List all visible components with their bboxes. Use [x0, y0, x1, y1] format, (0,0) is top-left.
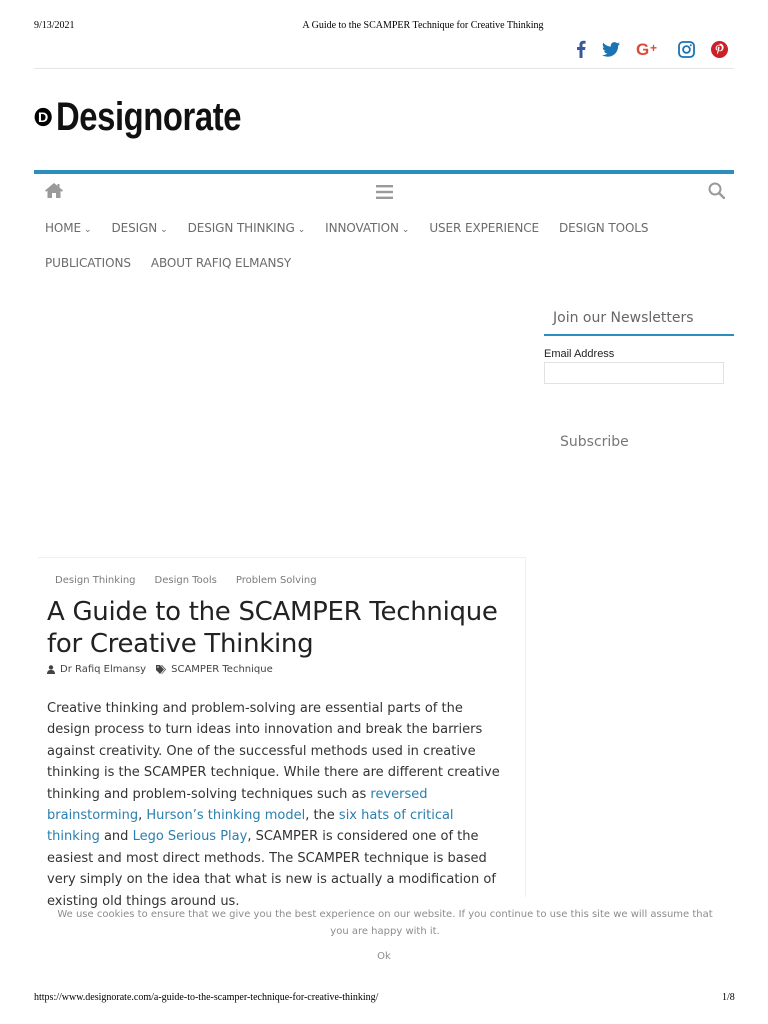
tag-meta-label: SCAMPER Technique [171, 664, 273, 675]
nav-accent-bar [34, 170, 734, 174]
nav-item-innovation[interactable]: INNOVATION ⌄ [325, 221, 410, 235]
nav-item-publications[interactable]: PUBLICATIONS [45, 256, 131, 270]
chevron-down-icon: ⌄ [84, 225, 92, 235]
tags-icon [156, 665, 166, 674]
link-six-hats[interactable]: six hats of critical thinking [47, 808, 454, 845]
header-divider [34, 68, 734, 69]
tag-meta[interactable] [156, 664, 273, 675]
nav-item-about[interactable]: ABOUT RAFIQ ELMANSY [150, 256, 292, 270]
nav-item-home[interactable]: HOME ⌄ [45, 221, 92, 235]
nav-item-design-thinking[interactable]: DESIGN THINKING ⌄ [187, 221, 306, 235]
cookie-ok-button [0, 951, 768, 962]
article-meta [47, 664, 273, 675]
tag-problem-solving[interactable]: Problem Solving [235, 575, 317, 586]
chevron-down-icon: ⌄ [297, 225, 306, 235]
newsletter-title: Join our Newsletters [553, 310, 694, 326]
cookie-notice-text: We use cookies to ensure that we give you the best experience on our website. If you continue to use this site we will assume that you are happy with it. [57, 909, 713, 937]
tag-design-thinking[interactable]: Design Thinking [55, 575, 136, 586]
nav-icon-bar [34, 178, 734, 206]
nav-item-user-experience[interactable]: USER EXPERIENCE [429, 221, 540, 235]
cookie-ok-label[interactable]: Ok [377, 951, 391, 962]
subscribe-button[interactable]: Subscribe [560, 434, 629, 450]
chevron-down-icon: ⌄ [401, 225, 410, 235]
article-card-border-right [525, 557, 526, 897]
main-nav [34, 214, 734, 277]
google-plus-icon[interactable] [636, 41, 662, 57]
category-tags [55, 575, 317, 586]
email-label: Email Address [544, 348, 615, 360]
instagram-icon[interactable] [678, 41, 695, 58]
author-name: Dr Rafiq Elmansy [60, 664, 147, 675]
social-links [576, 40, 728, 58]
link-hursons-thinking-model[interactable]: Hurson’s thinking model [146, 808, 306, 824]
article-card-border [38, 557, 526, 558]
pinterest-icon[interactable] [711, 41, 728, 58]
print-page-number: 1/8 [722, 992, 735, 1003]
svg-text:G: G [636, 41, 650, 57]
svg-text:+: + [650, 41, 658, 55]
print-date: 9/13/2021 [34, 20, 75, 31]
logo-wordmark: Designorate [56, 94, 242, 139]
facebook-icon[interactable] [576, 40, 586, 58]
nav-item-design-tools[interactable]: DESIGN TOOLS [559, 221, 649, 235]
search-icon[interactable] [708, 182, 725, 203]
email-input[interactable] [544, 362, 724, 384]
twitter-icon[interactable] [602, 42, 620, 57]
chevron-down-icon: ⌄ [160, 225, 168, 235]
nav-item-design[interactable]: DESIGN ⌄ [111, 221, 168, 235]
author-meta[interactable] [47, 664, 146, 675]
newsletter-underline [544, 334, 734, 336]
menu-icon[interactable] [376, 184, 393, 203]
article-paragraph: Creative thinking and problem-solving are essential parts of the design process to turn ideas into innovation and break the barriers against creativity. One of the successful methods used in creative thinking is the SCAMPER technique. While there are different creative thinking and problem-solving techniques such as reversed brainstorming, Hurson’s thinking model, the six hats of critical thinking and Lego Serious Play, SCAMPER is considered one of the easiest and most direct methods. The SCAMPER technique is based very simply on the idea that what is new is actually a modification of existing old things around us. [47, 701, 500, 909]
link-reversed-brainstorming[interactable]: reversed brainstorming [47, 786, 428, 824]
logo-letter: D [38, 110, 49, 127]
print-doc-title: A Guide to the SCAMPER Technique for Creative Thinking [302, 20, 544, 31]
tag-design-tools[interactable]: Design Tools [154, 575, 217, 586]
site-logo[interactable] [34, 86, 282, 148]
article-title: A Guide to the SCAMPER Technique for Creative Thinking [47, 597, 498, 659]
home-icon[interactable] [44, 182, 64, 203]
user-icon [47, 665, 55, 674]
print-url: https://www.designorate.com/a-guide-to-the-scamper-technique-for-creative-thinking/ [34, 992, 379, 1003]
link-lego-serious-play[interactable]: Lego Serious Play [132, 829, 248, 845]
logo-mark-icon [34, 86, 52, 148]
